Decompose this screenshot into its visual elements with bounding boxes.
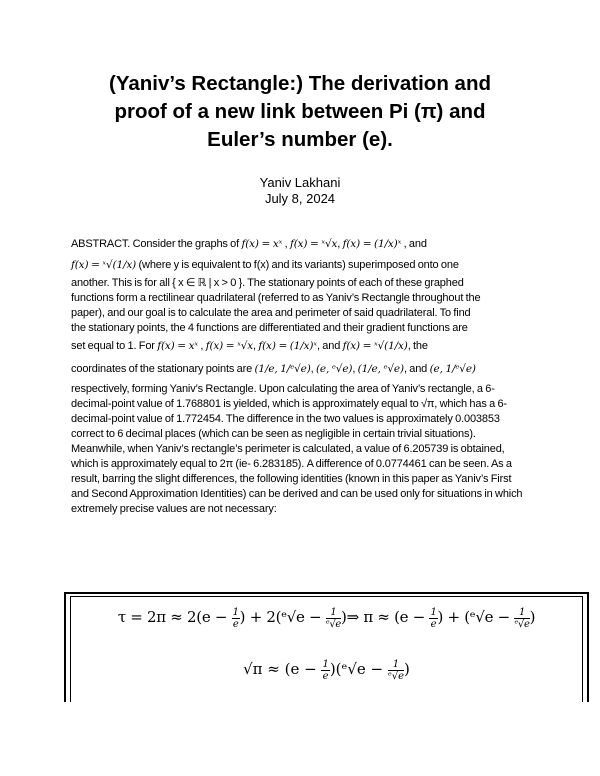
- formula-f2: f(x) = ˣ√x: [289, 238, 338, 250]
- author-name: Yaniv Lakhani: [259, 175, 341, 190]
- abstract-line-8: coordinates of the stationary points are (1/e, 1/ᵉ√e), (e, ᵉ√e), (1/e, ᵉ√e), and (e, 1/ᵉ√e): [71, 363, 476, 375]
- abstract-line-1: ABSTRACT. Consider the graphs of f(x) = xˣ , f(x) = ˣ√x, f(x) = (1/x)ˣ , and: [71, 238, 427, 250]
- abstract-line-4: functions form a rectilinear quadrilateral (referred to as Yaniv’s Rectangle throughout the: [71, 292, 481, 304]
- abstract-line-7: set equal to 1. For f(x) = xˣ , f(x) = ˣ√x, f(x) = (1/x)ˣ, and f(x) = ˣ√(1/x), the: [71, 340, 428, 352]
- point-4: (e, 1/ᵉ√e): [429, 363, 476, 375]
- abstract-line-6: the stationary points, the 4 functions are differentiated and their gradient functions are: [71, 322, 468, 334]
- title-line-2: proof of a new link between Pi (π) and: [114, 100, 486, 123]
- formula-f4: f(x) = ˣ√(1/x): [71, 259, 137, 271]
- author-block: [0, 175, 600, 207]
- abstract-line-2: f(x) = ˣ√(1/x) (where y is equivalent to f(x) and its variants) superimposed onto one: [71, 259, 459, 271]
- title-line-3: Euler’s number (e).: [207, 128, 393, 151]
- identities-box: [64, 592, 589, 702]
- publication-date: July 8, 2024: [264, 191, 336, 206]
- formula-f3: f(x) = (1/x)ˣ: [342, 238, 402, 250]
- second-approximation-identity: √π ≈ (e − $\frac{1}{e}$ )(ᵉ√e − $\frac{1}{\text{ᵉ√e}}$ ): [243, 658, 410, 682]
- paper-title: [50, 70, 550, 154]
- formula-f1: f(x) = xˣ: [241, 238, 283, 250]
- point-2: (e, ᵉ√e): [315, 363, 353, 375]
- first-approximation-identity: τ = 2π ≈ 2(e − $\frac{1}{e}$ ) + 2(ᵉ√e − $\frac{1}{\text{ᵉ√e}}$ )⇒ π ≈ (e − $\frac{1}{e}$ ) + (ᵉ√e − $\frac{1}{\text{ᵉ√e}}$ ): [117, 606, 536, 630]
- abstract-line-3: another. This is for all { x ∈ ℝ | x > 0 }. The stationary points of each of these graphed: [71, 277, 464, 289]
- title-line-1: (Yaniv’s Rectangle:) The derivation and: [109, 72, 491, 95]
- point-3: (1/e, ᵉ√e): [357, 363, 404, 375]
- abstract-body: respectively, forming Yaniv’s Rectangle. Upon calculating the area of Yaniv’s rectangle, a 6-decimal-point value of 1.768801 is yielded, which is approximately equal to √π, which has a 6-decimal-point value of 1.772454. The difference in the two values is approximately 0.003853 correct to 6 decimal places (which can be seen as negligible in certain trivial situations). Meanwhile, when Yaniv’s rectangle’s perimeter is calculated, a value of 6.205739 is obtained, which is approximately equal to 2π (ie- 6.283185). A difference of 0.0774461 can be seen. As a result, barring the slight differences, the following identities (known in this paper as Yaniv’s First and Second Approximation Identities) can be derived and can be used only for situations in which extremely precise values are not necessary:: [71, 383, 523, 515]
- point-1: (1/e, 1/ᵉ√e): [254, 363, 311, 375]
- abstract-line-5: paper), and our goal is to calculate the area and perimeter of said quadrilateral. To find: [71, 307, 471, 319]
- abstract: [71, 234, 531, 517]
